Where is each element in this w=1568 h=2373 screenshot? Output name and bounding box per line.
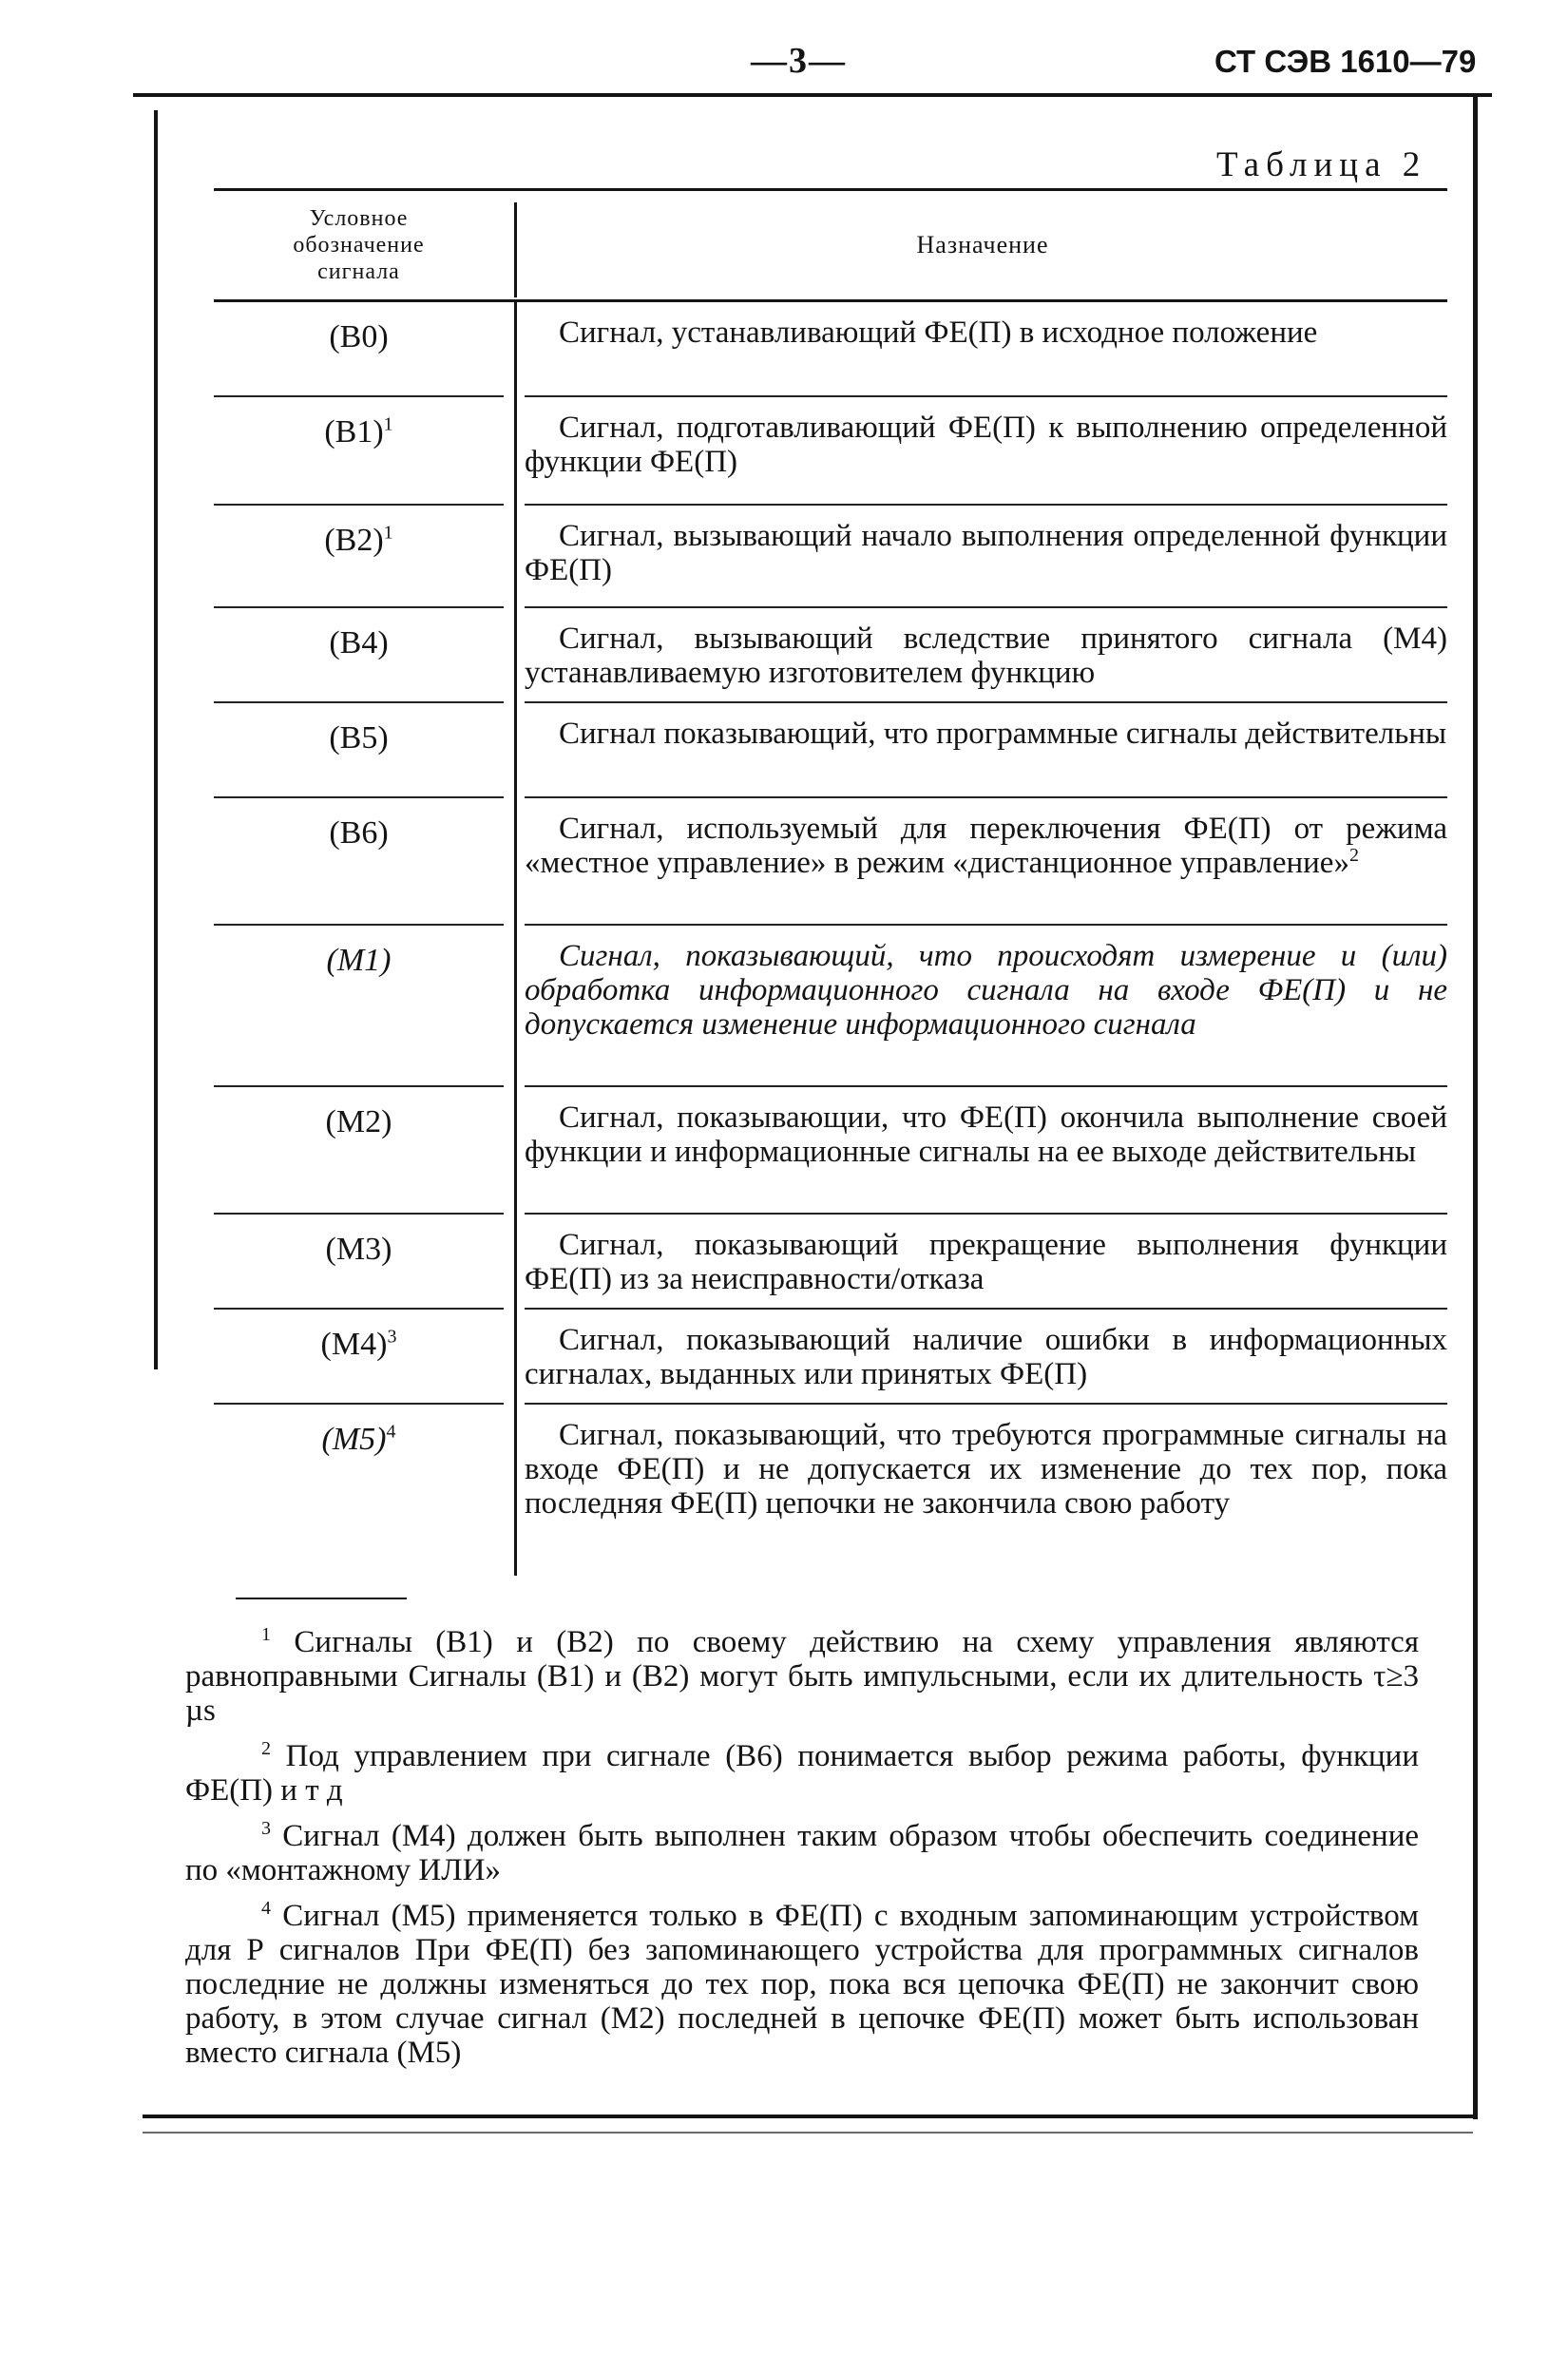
footnote-text: Сигнал (М5) применяется только в ФЕ(П) с входным запоминающим устройством для Р сигналов При ФЕ(П) без запоминающего устройства для программных сигналов последние не должны изменяться до тех пор, пока вся цепочка ФЕ(П) не закончит свою работу, в этом случае сигнал (М2) последней в цепочке ФЕ(П) может быть использован вместо сигнала (М5) xyxy=(185,1899,1420,2070)
signal-code-text: (В5) xyxy=(329,720,389,756)
signal-description-text: Сигнал, вызывающий начало выполнения определенной функции ФЕ(П) xyxy=(525,519,1447,587)
signal-description-text: Сигнал, вызывающий вследствие принятого сигнала (М4) устанавливаемую изготовителем функцию xyxy=(525,622,1447,690)
table-row xyxy=(214,1087,1447,1215)
signal-code xyxy=(214,1215,504,1310)
signal-description-text: Сигнал, подготавливающий ФЕ(П) к выполнению определенной функции ФЕ(П) xyxy=(525,411,1447,479)
footnote xyxy=(185,1819,1419,1887)
table-row xyxy=(214,397,1447,506)
signal-description xyxy=(525,1087,1447,1215)
footnote-mark: 4 xyxy=(386,1421,396,1443)
signal-code-text: (М3) xyxy=(325,1232,392,1267)
footnotes xyxy=(185,1625,1419,2081)
table-row xyxy=(214,1310,1447,1405)
right-frame-line xyxy=(1473,95,1478,2119)
signal-code xyxy=(214,302,504,397)
signal-code xyxy=(214,1310,504,1405)
header-column-divider xyxy=(514,202,517,297)
table-body xyxy=(214,302,1447,1547)
signal-code xyxy=(214,397,504,506)
table-row xyxy=(214,506,1447,608)
signal-description-text: Сигнал, показывающий, что происходят измерение и (или) обработка информационного сигнала на входе ФЕ(П) и не допускается изменение информационного сигнала xyxy=(525,939,1447,1042)
footnote-number: 4 xyxy=(261,1898,271,1919)
signal-description-text: Сигнал, показывающий прекращение выполнения функции ФЕ(П) из за неисправности/отказа xyxy=(525,1228,1447,1296)
signal-description xyxy=(525,926,1447,1087)
signal-description xyxy=(525,1310,1447,1405)
left-frame-line xyxy=(154,110,158,1369)
signal-description-text: Сигнал, показывающий наличие ошибки в информационных сигналах, выданных или принятых ФЕ(П) xyxy=(525,1323,1447,1391)
footnote xyxy=(185,1739,1419,1808)
bottom-rule-thin xyxy=(143,2132,1473,2134)
signal-description-text: Сигнал, используемый для переключения ФЕ(П) от режима «местное управление» в режим «дистанционное управление» xyxy=(525,812,1447,880)
signal-code-text: (М5) xyxy=(321,1422,387,1457)
table-row xyxy=(214,302,1447,397)
signal-code-text: (М1) xyxy=(326,943,392,978)
signal-code xyxy=(214,926,504,1087)
page-header xyxy=(0,40,1568,97)
footnote-mark: 1 xyxy=(383,522,393,544)
table-header xyxy=(214,188,1447,302)
signal-description xyxy=(525,1405,1447,1547)
table-row xyxy=(214,1405,1447,1547)
table-caption: Таблица 2 xyxy=(1216,145,1427,184)
column-header-code: Условное обозначение сигнала xyxy=(293,206,425,284)
signal-code-text: (В0) xyxy=(329,319,389,354)
table-row xyxy=(214,926,1447,1087)
signal-code xyxy=(214,703,504,798)
signal-code-text: (В6) xyxy=(329,815,389,851)
footnote-separator xyxy=(236,1598,407,1599)
signal-code-text: (В2) xyxy=(324,523,384,558)
footnote-mark: 1 xyxy=(383,413,393,435)
signal-code-text: (В4) xyxy=(329,625,389,660)
footnote xyxy=(185,1899,1419,2070)
footnote-number: 2 xyxy=(261,1738,271,1759)
signal-code xyxy=(214,798,504,926)
footnote-mark: 3 xyxy=(387,1326,397,1348)
document-code: СТ СЭВ 1610—79 xyxy=(1214,44,1477,79)
signal-description-text: Сигнал, устанавливающий ФЕ(П) в исходное положение xyxy=(559,316,1318,350)
signal-description xyxy=(525,1215,1447,1310)
signal-description-text: Сигнал, показывающий, что требуются программные сигналы на входе ФЕ(П) и не допускается их изменение до тех пор, пока последняя ФЕ(П) цепочки не закончила свою работу xyxy=(525,1418,1447,1521)
signal-description-text: Сигнал показывающий, что программные сигналы действительны xyxy=(559,717,1447,751)
bottom-rule xyxy=(143,2115,1473,2118)
signal-description xyxy=(525,506,1447,608)
table-row xyxy=(214,798,1447,926)
table-row xyxy=(214,608,1447,703)
footnote-number: 3 xyxy=(261,1818,271,1839)
signal-description xyxy=(525,397,1447,506)
signal-code-text: (В1) xyxy=(324,414,384,450)
signal-code xyxy=(214,608,504,703)
signal-code-text: (М4) xyxy=(320,1327,388,1362)
footnote-text: Под управлением при сигнале (В6) понимается выбор режима работы, функции ФЕ(П) и т д xyxy=(185,1739,1420,1808)
signal-table xyxy=(214,188,1447,1547)
page-number: —3— xyxy=(751,41,847,81)
signal-code-text: (М2) xyxy=(325,1104,392,1139)
column-header-purpose: Назначение xyxy=(916,231,1049,258)
signal-description xyxy=(525,608,1447,703)
signal-code xyxy=(214,1405,504,1547)
signal-code xyxy=(214,1087,504,1215)
signal-code xyxy=(214,506,504,608)
footnote-mark: 2 xyxy=(1348,845,1359,866)
footnote xyxy=(185,1625,1419,1728)
top-rule xyxy=(133,93,1492,97)
signal-description xyxy=(525,798,1447,926)
table-row xyxy=(214,703,1447,798)
signal-description xyxy=(525,703,1447,798)
footnote-number: 1 xyxy=(261,1624,271,1645)
signal-description xyxy=(525,302,1447,397)
footnote-text: Сигнал (М4) должен быть выполнен таким образом чтобы обеспечить соединение по «монтажному ИЛИ» xyxy=(185,1819,1419,1887)
table-row xyxy=(214,1215,1447,1310)
footnote-text: Сигналы (В1) и (В2) по своему действию на схему управления являются равноправными Сигналы (В1) и (В2) могут быть импульсными, если их длительность τ≥3 µs xyxy=(185,1625,1419,1728)
signal-description-text: Сигнал, показывающии, что ФЕ(П) окончила выполнение своей функции и информационные сигналы на ее выходе действительны xyxy=(525,1100,1447,1169)
